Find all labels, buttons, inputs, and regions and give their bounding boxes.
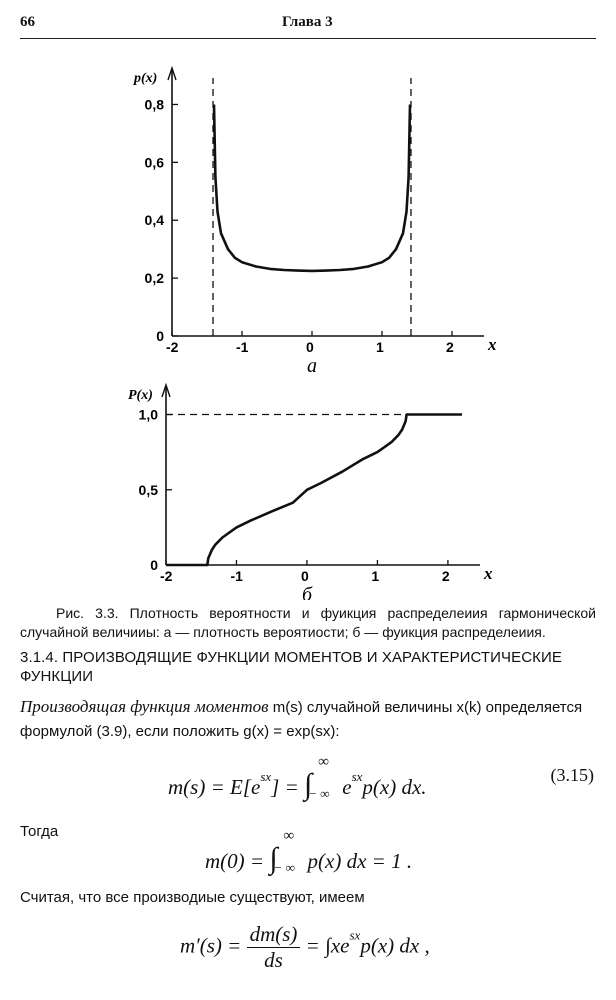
x-tick-label: -2 [166, 339, 179, 355]
section-heading: 3.1.4. ПРОИЗВОДЯЩИЕ ФУНКЦИИ МОМЕНТОВ И ХАРАКТЕРИСТИЧЕСКИЕ ФУНКЦИИ [20, 649, 562, 685]
eq315-upper: ∞ [318, 754, 329, 770]
equation-number: (3.15) [550, 765, 594, 785]
eq315-exp: sx [260, 769, 272, 784]
series-line [166, 415, 462, 566]
series-line [214, 105, 410, 271]
integral-sign: ∫ [269, 842, 278, 875]
y-tick-label: 0 [150, 557, 158, 573]
x-tick-label: 2 [441, 568, 450, 584]
x-tick-label: 0 [300, 568, 309, 584]
x-tick-label: 0 [306, 339, 314, 355]
x-tick-label: 1 [371, 568, 380, 584]
y-tick-label: 1,0 [138, 406, 158, 423]
eqd-num: dm(s) [247, 922, 301, 948]
x-axis-label: x [488, 335, 497, 354]
x-tick-label: -1 [230, 568, 243, 584]
eq315-integrand-exp: sx [351, 769, 363, 784]
x-tick-label: 1 [376, 339, 384, 355]
chapter-title: Глава 3 [282, 14, 333, 30]
page-number: 66 [20, 14, 35, 30]
eq315-lower: − ∞ [308, 786, 330, 801]
equation-derivative [180, 922, 430, 973]
x-tick-label: 2 [446, 339, 454, 355]
y-tick-label: 0,6 [144, 154, 164, 171]
paragraph-mgf [20, 695, 600, 744]
eq315-integrand-post: p(x) dx. [362, 775, 427, 799]
y-tick-label: 0,5 [138, 481, 158, 498]
y-axis-label: P(x) [128, 388, 153, 403]
italic-term: Производящая функция моментов [20, 697, 269, 716]
then-label: Тогда [20, 823, 59, 840]
eqd-lhs: m′(s) = [180, 933, 242, 958]
chart-density [0, 50, 616, 380]
header-rule [20, 38, 596, 39]
x-tick-label: -2 [160, 568, 173, 584]
paragraph-derivatives: Считая, что все производиые существуют, имеем [20, 889, 365, 906]
y-tick-label: 0,4 [144, 212, 164, 229]
eqm0-rhs: p(x) dx = 1 . [307, 849, 413, 873]
integral-sign: ∫ [304, 768, 313, 801]
panel-label: б [301, 584, 313, 600]
eqd-fraction [247, 922, 301, 973]
equation-m0 [205, 828, 413, 876]
x-tick-label: -1 [236, 339, 249, 355]
x-axis-label: x [484, 564, 493, 583]
y-tick-label: 0,8 [144, 96, 164, 113]
eq315-mid: ] = [271, 775, 299, 799]
figure-caption: Рис. 3.3. Плотность вероятности и фуикция распределеиия гармонической случайной величииы: а — плотность вероятиости; б — фуикция распределеиия. [20, 605, 596, 640]
eq315-integrand: e [342, 775, 352, 799]
chart-distribution [0, 375, 616, 600]
eqd-rhs-exp: sx [349, 927, 361, 943]
eqd-rhs: = ∫xe [305, 933, 350, 958]
eq315-limits [308, 754, 342, 801]
eqd-rhs-post: p(x) dx , [360, 933, 430, 958]
equation-3-15 [168, 754, 427, 802]
y-axis-label: p(x) [134, 71, 158, 86]
eqm0-lower: − ∞ [273, 860, 295, 875]
eqm0-upper: ∞ [283, 828, 295, 844]
eq315-lhs: m(s) = E[e [168, 775, 261, 799]
paragraph-mgf-text: m(s) случайной величины x(k) определяется формулой (3.9), если положить g(x) = exp(sx): [20, 699, 583, 740]
y-tick-label: 0,2 [144, 270, 164, 287]
panel-label: а [307, 355, 317, 377]
eqm0-lhs: m(0) = [205, 849, 265, 873]
eqd-den: ds [264, 948, 283, 972]
y-tick-label: 0 [156, 328, 164, 344]
eqm0-limits [273, 828, 308, 875]
